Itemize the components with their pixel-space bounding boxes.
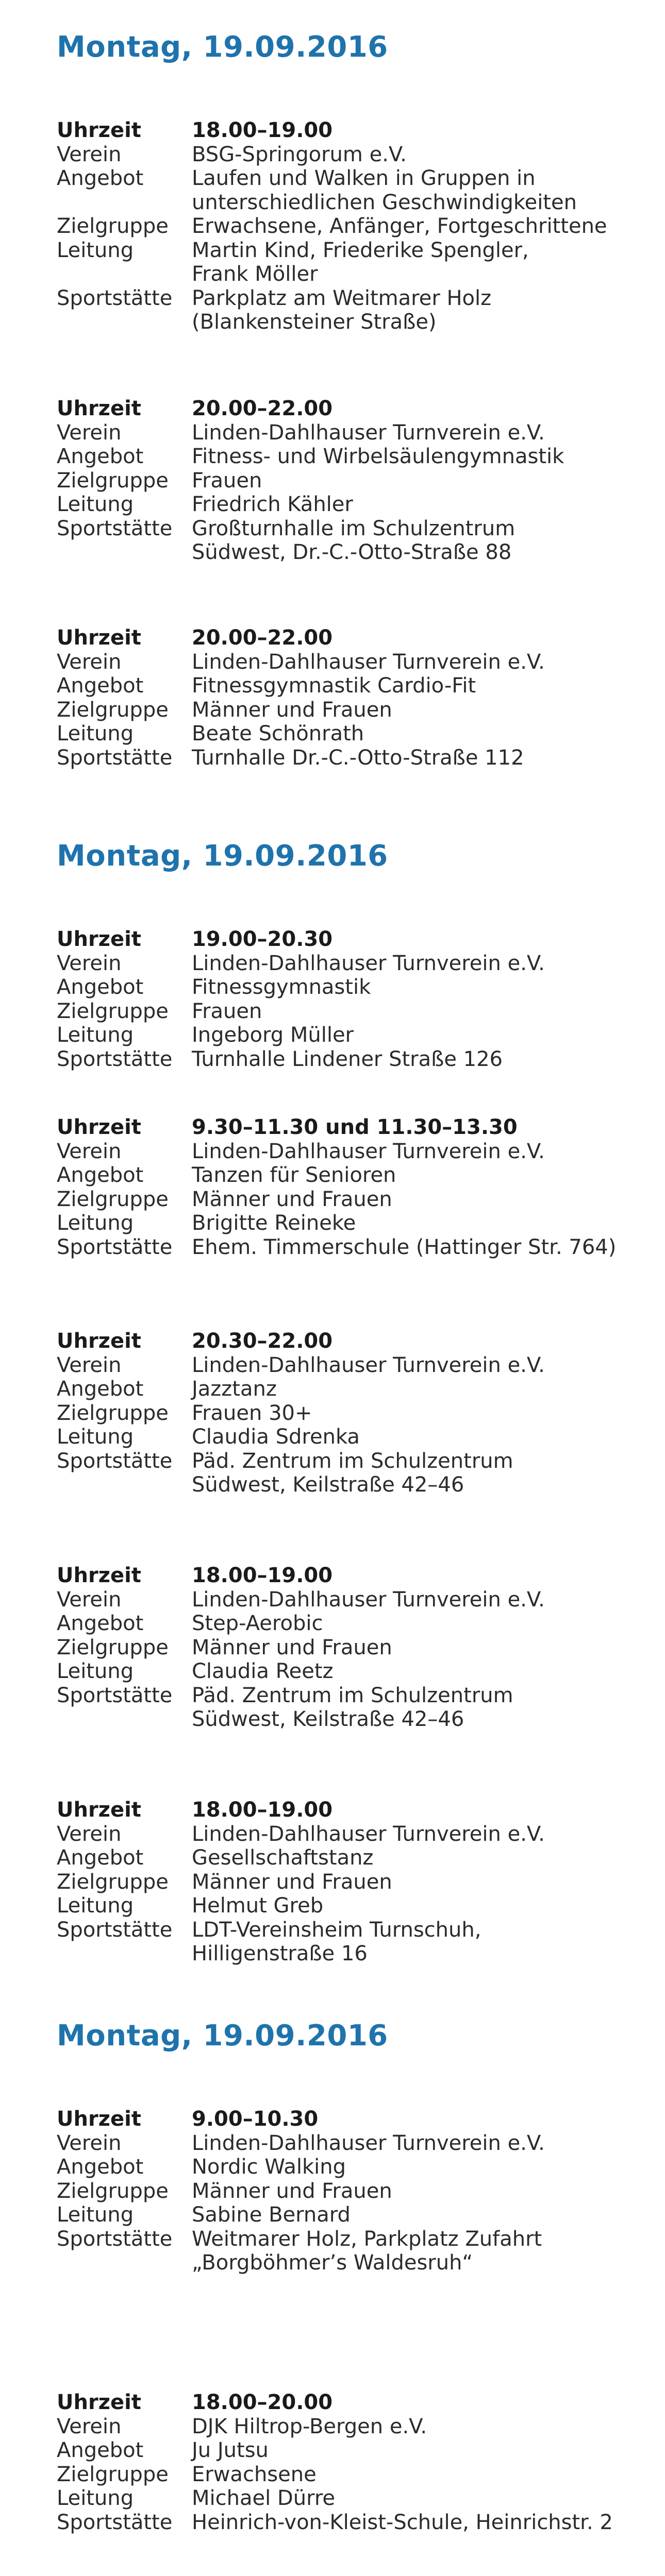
entry-offer-label: Angebot	[57, 1163, 144, 1187]
entry-time-label: Uhrzeit	[57, 2391, 141, 2414]
entry-venue-value	[192, 1047, 655, 1072]
entry-lead-label: Leitung	[57, 1211, 134, 1235]
schedule-entry	[57, 118, 655, 334]
entry-offer-line: Nordic Walking	[192, 2155, 346, 2179]
entry-lead-line: Martin Kind, Friederike Spengler,	[192, 238, 529, 262]
entry-venue-label: Sportstätte	[57, 745, 173, 770]
entry-time-label: Uhrzeit	[57, 118, 141, 142]
entry-venue-value	[192, 517, 655, 565]
entry-club-value: BSG-Springorum e.V.	[192, 142, 407, 166]
schedule-entry	[57, 1115, 655, 1259]
entry-venue-line: Hilligenstraße 16	[192, 1942, 368, 1965]
entry-venue-line: Südwest, Keilstraße 42–46	[192, 1473, 464, 1497]
entry-venue-value	[192, 1918, 655, 1966]
entry-venue-line: Weitmarer Holz, Parkplatz Zufahrt	[192, 2227, 542, 2251]
entry-club-label: Verein	[57, 2131, 122, 2155]
entry-venue-line: (Blankensteiner Straße)	[192, 310, 437, 334]
entry-time-label: Uhrzeit	[57, 397, 141, 420]
entry-club-value: Linden-Dahlhauser Turnverein e.V.	[192, 1139, 545, 1163]
entry-venue-row	[57, 1684, 655, 1732]
entry-offer-row	[57, 445, 655, 469]
entry-time-label: Uhrzeit	[57, 626, 141, 650]
entry-venue-value	[192, 1449, 655, 1497]
entry-venue-row	[57, 286, 655, 334]
entry-lead-line: Helmut Greb	[192, 1894, 324, 1918]
entry-time-value: 20.00–22.00	[192, 397, 333, 420]
entry-club-label: Verein	[57, 1587, 122, 1612]
entry-lead-value	[192, 2486, 655, 2511]
entry-lead-line: Claudia Sdrenka	[192, 1425, 360, 1449]
entry-target-row	[57, 1636, 655, 1660]
entry-time-value: 18.00–19.00	[192, 118, 333, 142]
entry-offer-label: Angebot	[57, 1377, 144, 1401]
entry-club-row	[57, 650, 655, 674]
entry-venue-line: „Borgböhmer’s Waldesruh“	[192, 2251, 473, 2275]
entry-offer-value	[192, 1846, 655, 1870]
entry-lead-line: Frank Möller	[192, 262, 318, 286]
entry-lead-value	[192, 1023, 655, 1047]
entry-club-row	[57, 1140, 655, 1164]
entry-time-row	[57, 1329, 655, 1353]
entry-time-value: 18.00–20.00	[192, 2391, 333, 2414]
entry-offer-value	[192, 445, 655, 469]
entry-lead-row	[57, 722, 655, 746]
entry-lead-line: Beate Schönrath	[192, 722, 364, 745]
entry-lead-row	[57, 2486, 655, 2511]
entry-time-row	[57, 397, 655, 421]
entry-target-line: Männer und Frauen	[192, 2179, 392, 2203]
schedule-entry	[57, 397, 655, 565]
entry-offer-line: Fitness- und Wirbelsäulengymnastik	[192, 445, 564, 468]
entry-target-line: Frauen	[192, 468, 262, 493]
entry-lead-label: Leitung	[57, 1023, 134, 1047]
entry-club-label: Verein	[57, 142, 122, 166]
entry-lead-row	[57, 493, 655, 517]
entry-venue-line: Südwest, Keilstraße 42–46	[192, 1707, 464, 1731]
entry-offer-line: Ju Jutsu	[192, 2438, 269, 2462]
entry-target-row	[57, 1401, 655, 1426]
entry-target-label: Zielgruppe	[57, 698, 169, 722]
entry-venue-label: Sportstätte	[57, 2510, 173, 2534]
entry-target-label: Zielgruppe	[57, 999, 169, 1023]
entry-offer-label: Angebot	[57, 2438, 144, 2462]
entry-venue-label: Sportstätte	[57, 1918, 173, 1942]
entry-venue-label: Sportstätte	[57, 1235, 173, 1259]
entry-lead-row	[57, 1211, 655, 1235]
entry-venue-row	[57, 746, 655, 770]
entry-lead-label: Leitung	[57, 2486, 134, 2510]
entry-time-label: Uhrzeit	[57, 1329, 141, 1353]
entry-time-value: 20.30–22.00	[192, 1329, 333, 1353]
entry-club-label: Verein	[57, 1353, 122, 1377]
entry-target-row	[57, 2179, 655, 2204]
entry-target-label: Zielgruppe	[57, 2462, 169, 2486]
entry-offer-line: Fitnessgymnastik Cardio-Fit	[192, 674, 476, 698]
entry-offer-value	[192, 1377, 655, 1401]
entry-club-row	[57, 952, 655, 976]
entry-lead-label: Leitung	[57, 1659, 134, 1683]
entry-lead-value	[192, 1659, 655, 1684]
entry-lead-row	[57, 2203, 655, 2227]
entry-club-row	[57, 1588, 655, 1612]
entry-venue-value	[192, 1684, 655, 1732]
entry-target-line: Frauen 30+	[192, 1401, 312, 1425]
entry-venue-row	[57, 1449, 655, 1497]
entry-club-row	[57, 2131, 655, 2156]
entry-offer-label: Angebot	[57, 2155, 144, 2179]
entry-lead-label: Leitung	[57, 722, 134, 745]
schedule-entry	[57, 1564, 655, 1732]
entry-venue-value	[192, 2227, 655, 2275]
entry-lead-line: Friedrich Kähler	[192, 493, 353, 516]
entry-lead-value	[192, 2203, 655, 2227]
entry-offer-value	[192, 1612, 655, 1636]
entry-target-label: Zielgruppe	[57, 214, 169, 238]
entry-venue-value	[192, 286, 655, 334]
entry-offer-label: Angebot	[57, 674, 144, 698]
entry-target-value	[192, 469, 655, 493]
entry-offer-row	[57, 1377, 655, 1401]
entry-club-row	[57, 421, 655, 445]
entry-venue-row	[57, 1918, 655, 1966]
entry-offer-label: Angebot	[57, 1846, 144, 1870]
entry-target-value	[192, 1636, 655, 1660]
entry-venue-row	[57, 517, 655, 565]
entry-lead-value	[192, 239, 655, 286]
entry-lead-value	[192, 1211, 655, 1235]
entry-venue-line: LDT-Vereinsheim Turnschuh,	[192, 1918, 481, 1942]
entry-venue-line: Ehem. Timmerschule (Hattinger Str. 764)	[192, 1235, 617, 1259]
entry-time-value: 9.00–10.30	[192, 2107, 319, 2131]
entry-venue-row	[57, 1047, 655, 1072]
entry-club-value: Linden-Dahlhauser Turnverein e.V.	[192, 1822, 545, 1846]
schedule-entry	[57, 1329, 655, 1497]
entry-venue-label: Sportstätte	[57, 1449, 173, 1473]
entry-lead-line: Claudia Reetz	[192, 1659, 334, 1683]
entry-offer-line: Laufen und Walken in Gruppen in	[192, 166, 536, 190]
entry-target-line: Erwachsene	[192, 2462, 317, 2486]
entry-club-value: Linden-Dahlhauser Turnverein e.V.	[192, 1353, 545, 1377]
entry-offer-line: Step-Aerobic	[192, 1612, 323, 1635]
entry-time-row	[57, 927, 655, 952]
entry-target-line: Männer und Frauen	[192, 1870, 392, 1894]
entry-lead-row	[57, 1425, 655, 1449]
entry-club-value: Linden-Dahlhauser Turnverein e.V.	[192, 420, 545, 445]
entry-target-label: Zielgruppe	[57, 1635, 169, 1659]
entry-offer-row	[57, 975, 655, 999]
schedule-entry	[57, 1798, 655, 1966]
entry-offer-row	[57, 166, 655, 214]
entry-lead-line: Ingeborg Müller	[192, 1023, 354, 1047]
entry-lead-label: Leitung	[57, 1425, 134, 1449]
day-heading: Montag, 19.09.2016	[57, 30, 388, 64]
entry-offer-line: Jazztanz	[192, 1377, 277, 1401]
entry-target-value	[192, 1870, 655, 1894]
entry-lead-line: Brigitte Reineke	[192, 1211, 356, 1235]
entry-lead-label: Leitung	[57, 1894, 134, 1918]
entry-club-row	[57, 1822, 655, 1846]
entry-target-label: Zielgruppe	[57, 1401, 169, 1425]
entry-time-row	[57, 2391, 655, 2415]
entry-club-value: Linden-Dahlhauser Turnverein e.V.	[192, 650, 545, 674]
day-heading: Montag, 19.09.2016	[57, 2019, 388, 2053]
entry-target-value	[192, 1401, 655, 1426]
entry-lead-row	[57, 1659, 655, 1684]
entry-venue-row	[57, 2227, 655, 2275]
entry-time-value: 20.00–22.00	[192, 626, 333, 650]
entry-venue-line: Parkplatz am Weitmarer Holz	[192, 286, 492, 310]
entry-time-label: Uhrzeit	[57, 1115, 141, 1139]
entry-venue-line: Turnhalle Dr.-C.-Otto-Straße 112	[192, 745, 524, 770]
entry-club-value: Linden-Dahlhauser Turnverein e.V.	[192, 1587, 545, 1612]
entry-offer-line: Fitnessgymnastik	[192, 975, 371, 999]
entry-time-row	[57, 2107, 655, 2131]
entry-target-label: Zielgruppe	[57, 1187, 169, 1211]
entry-venue-line: Südwest, Dr.-C.-Otto-Straße 88	[192, 540, 512, 564]
entry-club-row	[57, 143, 655, 167]
entry-target-row	[57, 214, 655, 239]
entry-club-label: Verein	[57, 650, 122, 674]
entry-time-row	[57, 1798, 655, 1822]
entry-target-value	[192, 2463, 655, 2487]
entry-time-label: Uhrzeit	[57, 2107, 141, 2131]
entry-offer-row	[57, 1846, 655, 1870]
entry-lead-value	[192, 1894, 655, 1918]
entry-target-label: Zielgruppe	[57, 2179, 169, 2203]
entry-target-label: Zielgruppe	[57, 468, 169, 493]
entry-offer-row	[57, 1612, 655, 1636]
entry-venue-row	[57, 2511, 655, 2535]
schedule-entry	[57, 927, 655, 1071]
entry-offer-value	[192, 975, 655, 999]
entry-club-value: DJK Hiltrop-Bergen e.V.	[192, 2414, 427, 2438]
entry-target-value	[192, 214, 655, 239]
entry-lead-label: Leitung	[57, 493, 134, 516]
entry-offer-label: Angebot	[57, 1612, 144, 1635]
entry-time-value: 19.00–20.30	[192, 927, 333, 951]
entry-time-value: 9.30–11.30 und 11.30–13.30	[192, 1115, 518, 1139]
entry-club-label: Verein	[57, 2414, 122, 2438]
entry-venue-label: Sportstätte	[57, 2227, 173, 2251]
entry-offer-line: Gesellschaftstanz	[192, 1846, 374, 1870]
entry-offer-row	[57, 1163, 655, 1188]
entry-lead-value	[192, 1425, 655, 1449]
schedule-entry	[57, 2107, 655, 2275]
entry-lead-line: Michael Dürre	[192, 2486, 335, 2510]
entry-club-label: Verein	[57, 1822, 122, 1846]
entry-club-label: Verein	[57, 420, 122, 445]
entry-venue-line: Turnhalle Lindener Straße 126	[192, 1047, 503, 1071]
entry-target-value	[192, 999, 655, 1024]
entry-offer-value	[192, 2438, 655, 2463]
entry-venue-line: Großturnhalle im Schulzentrum	[192, 516, 516, 540]
entry-venue-label: Sportstätte	[57, 516, 173, 540]
entry-time-row	[57, 1115, 655, 1140]
entry-target-row	[57, 1870, 655, 1894]
entry-target-row	[57, 698, 655, 722]
entry-club-row	[57, 2415, 655, 2439]
entry-time-row	[57, 626, 655, 650]
entry-offer-value	[192, 166, 655, 214]
entry-offer-value	[192, 674, 655, 698]
entry-lead-label: Leitung	[57, 2203, 134, 2227]
entry-target-label: Zielgruppe	[57, 1870, 169, 1894]
entry-offer-value	[192, 1163, 655, 1188]
entry-target-row	[57, 2463, 655, 2487]
day-heading: Montag, 19.09.2016	[57, 839, 388, 873]
entry-target-line: Frauen	[192, 999, 262, 1023]
entry-target-value	[192, 698, 655, 722]
entry-target-line: Männer und Frauen	[192, 1187, 392, 1211]
entry-lead-row	[57, 1894, 655, 1918]
entry-lead-label: Leitung	[57, 238, 134, 262]
entry-venue-row	[57, 1235, 655, 1260]
entry-time-label: Uhrzeit	[57, 1798, 141, 1822]
entry-offer-line: unterschiedlichen Geschwindigkeiten	[192, 190, 577, 214]
entry-target-row	[57, 999, 655, 1024]
entry-offer-value	[192, 2155, 655, 2179]
entry-target-value	[192, 2179, 655, 2204]
entry-venue-label: Sportstätte	[57, 1047, 173, 1071]
entry-target-line: Erwachsene, Anfänger, Fortgeschrittene	[192, 214, 607, 238]
entry-club-label: Verein	[57, 1139, 122, 1163]
entry-venue-value	[192, 1235, 655, 1260]
entry-venue-value	[192, 746, 655, 770]
schedule-entry	[57, 2391, 655, 2534]
entry-target-value	[192, 1188, 655, 1212]
entry-venue-label: Sportstätte	[57, 1683, 173, 1707]
entry-lead-value	[192, 722, 655, 746]
entry-offer-row	[57, 2155, 655, 2179]
entry-time-value: 18.00–19.00	[192, 1798, 333, 1822]
entry-club-value: Linden-Dahlhauser Turnverein e.V.	[192, 2131, 545, 2155]
entry-offer-label: Angebot	[57, 445, 144, 468]
entry-time-label: Uhrzeit	[57, 927, 141, 951]
entry-time-value: 18.00–19.00	[192, 1564, 333, 1587]
entry-venue-line: Heinrich-von-Kleist-Schule, Heinrichstr. 2	[192, 2510, 613, 2534]
entry-time-label: Uhrzeit	[57, 1564, 141, 1587]
entry-venue-line: Päd. Zentrum im Schulzentrum	[192, 1683, 513, 1707]
entry-target-row	[57, 469, 655, 493]
entry-club-row	[57, 1353, 655, 1378]
entry-target-line: Männer und Frauen	[192, 1635, 392, 1659]
schedule-entry	[57, 626, 655, 770]
entry-lead-line: Sabine Bernard	[192, 2203, 351, 2227]
entry-offer-line: Tanzen für Senioren	[192, 1163, 396, 1187]
entry-time-row	[57, 1564, 655, 1588]
entry-target-row	[57, 1188, 655, 1212]
entry-offer-row	[57, 2438, 655, 2463]
entry-lead-value	[192, 493, 655, 517]
entry-venue-value	[192, 2511, 655, 2535]
entry-offer-row	[57, 674, 655, 698]
entry-lead-row	[57, 239, 655, 286]
entry-club-label: Verein	[57, 951, 122, 975]
entry-offer-label: Angebot	[57, 166, 144, 190]
entry-time-row	[57, 118, 655, 143]
entry-venue-label: Sportstätte	[57, 286, 173, 310]
entry-venue-line: Päd. Zentrum im Schulzentrum	[192, 1449, 513, 1473]
entry-club-value: Linden-Dahlhauser Turnverein e.V.	[192, 951, 545, 975]
entry-offer-label: Angebot	[57, 975, 144, 999]
entry-lead-row	[57, 1023, 655, 1047]
entry-target-line: Männer und Frauen	[192, 698, 392, 722]
